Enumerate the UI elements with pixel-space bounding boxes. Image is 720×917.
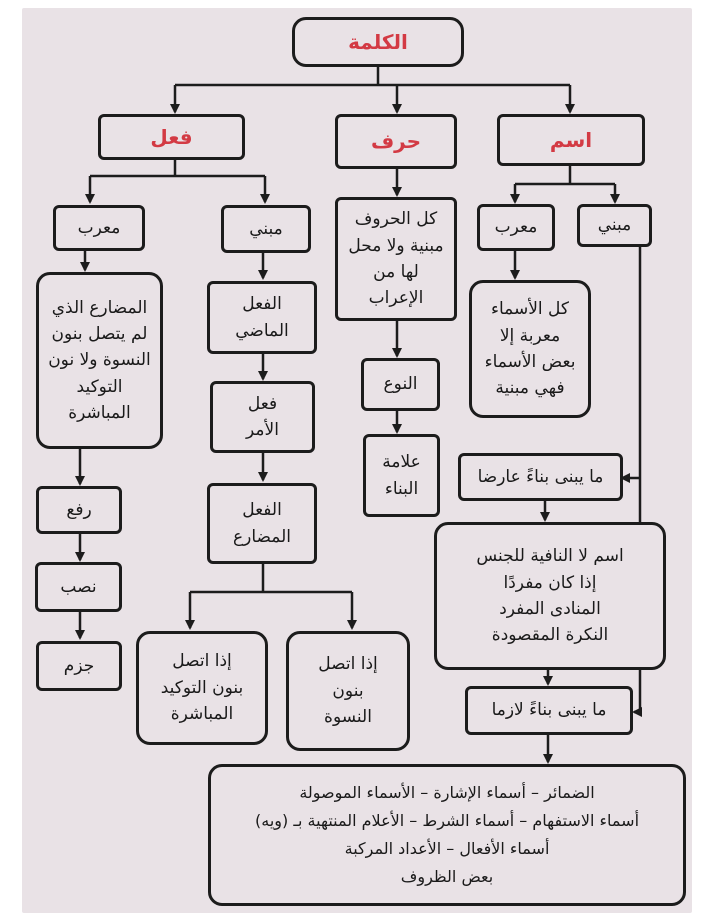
fiil-node xyxy=(98,114,245,160)
note-line: المضارع الذي xyxy=(51,297,148,318)
ism-muarab-label: معرب xyxy=(494,217,538,238)
ism-mabni-node xyxy=(577,204,652,247)
root-label: الكلمة xyxy=(348,29,408,54)
harf-note-line: لها من الإعراب xyxy=(368,262,424,309)
jazm-label: جزم xyxy=(63,655,95,676)
madi-line: الماضي xyxy=(235,320,289,341)
lazim-line: بعض الظروف xyxy=(400,867,494,886)
raf-label: رفع xyxy=(66,499,92,520)
fiil-label: فعل xyxy=(150,124,193,149)
ism-aarid-list-node xyxy=(434,522,666,670)
lazim-line: الضمائر – أسماء الإشارة – الأسماء الموصولة xyxy=(299,783,595,802)
niswa-line: بنون xyxy=(332,680,364,701)
harf-alama-text xyxy=(382,449,421,502)
niswa-text xyxy=(318,651,378,730)
tawkid-line: بنون التوكيد xyxy=(160,677,244,698)
ism-muarab-note-node xyxy=(469,280,591,418)
lazim-line: أسماء الاستفهام – أسماء الشرط – الأعلام المنتهية بـ (ويه) xyxy=(255,811,640,830)
harf-naw-node xyxy=(361,358,440,411)
jazm-node xyxy=(36,641,122,691)
aarid-line: المنادى المفرد xyxy=(499,599,601,619)
fiil-madi-text xyxy=(235,291,289,344)
fiil-mabni-node xyxy=(221,205,311,253)
harf-note-text xyxy=(344,206,448,311)
aarid-line: النكرة المقصودة xyxy=(491,625,609,646)
niswa-node xyxy=(286,631,410,751)
ism-lazim-list-text xyxy=(255,779,639,891)
note-line: لم يتصل بنون xyxy=(51,323,148,344)
ism-lazim-list-node xyxy=(208,764,686,906)
raf-node xyxy=(36,486,122,534)
ism-note-line: معربة إلا xyxy=(499,325,561,346)
fiil-mudari-note-text xyxy=(45,295,154,427)
amr-line: الأمر xyxy=(246,420,279,440)
ism-lazim-label: ما يبنى بناءً لازما xyxy=(491,700,607,721)
alama-line: البناء xyxy=(384,478,419,499)
tawkid-text xyxy=(161,648,244,727)
alama-line: علامة xyxy=(382,452,421,473)
ism-muarab-note-text xyxy=(485,296,576,401)
fiil-mudari-node xyxy=(207,483,317,564)
note-line: النسوة ولا نون xyxy=(48,350,151,371)
harf-label: حرف xyxy=(370,129,422,153)
ism-label: اسم xyxy=(549,127,593,152)
tawkid-node xyxy=(136,631,268,745)
tawkid-line: إذا اتصل xyxy=(172,651,232,672)
harf-node xyxy=(335,114,457,169)
nasb-label: نصب xyxy=(60,576,97,597)
niswa-line: إذا اتصل xyxy=(318,654,378,675)
fiil-amr-node xyxy=(210,381,315,453)
note-line: التوكيد المباشرة xyxy=(68,376,131,424)
fiil-mabni-label: مبني xyxy=(249,218,283,239)
mudari-line: الفعل xyxy=(242,500,282,521)
lazim-line: أسماء الأفعال – الأعداد المركبة xyxy=(344,839,550,858)
ism-mabni-label: مبني xyxy=(597,215,632,236)
root-node xyxy=(292,17,464,67)
ism-aarid-node xyxy=(458,453,623,501)
ism-aarid-list-text xyxy=(476,543,623,648)
fiil-muarab-node xyxy=(53,205,145,251)
harf-note-line: مبنية ولا محل xyxy=(348,235,444,256)
ism-note-line: كل الأسماء xyxy=(490,299,570,320)
fiil-muarab-label: معرب xyxy=(77,217,121,238)
fiil-mudari-note-node xyxy=(36,272,163,449)
amr-line: فعل xyxy=(247,393,278,414)
madi-line: الفعل xyxy=(242,294,282,315)
niswa-line: النسوة xyxy=(324,707,372,728)
mudari-line: المضارع xyxy=(233,526,292,547)
fiil-mudari-text xyxy=(233,497,291,550)
harf-note-node xyxy=(335,197,457,321)
harf-naw-label: النوع xyxy=(383,374,418,395)
harf-note-line: كل الحروف xyxy=(354,209,438,230)
ism-note-line: فهي مبنية xyxy=(495,378,565,399)
nasb-node xyxy=(35,562,122,612)
aarid-line: إذا كان مفردًا xyxy=(503,572,597,593)
ism-lazim-node xyxy=(465,686,633,735)
ism-aarid-label: ما يبنى بناءً عارضا xyxy=(477,466,604,487)
ism-node xyxy=(497,114,645,166)
harf-alama-node xyxy=(363,434,440,517)
ism-muarab-node xyxy=(477,204,555,251)
tawkid-line: المباشرة xyxy=(170,704,234,725)
ism-note-line: بعض الأسماء xyxy=(484,352,576,372)
aarid-line: اسم لا النافية للجنس xyxy=(476,546,624,567)
fiil-amr-text xyxy=(246,391,279,444)
fiil-madi-node xyxy=(207,281,317,354)
